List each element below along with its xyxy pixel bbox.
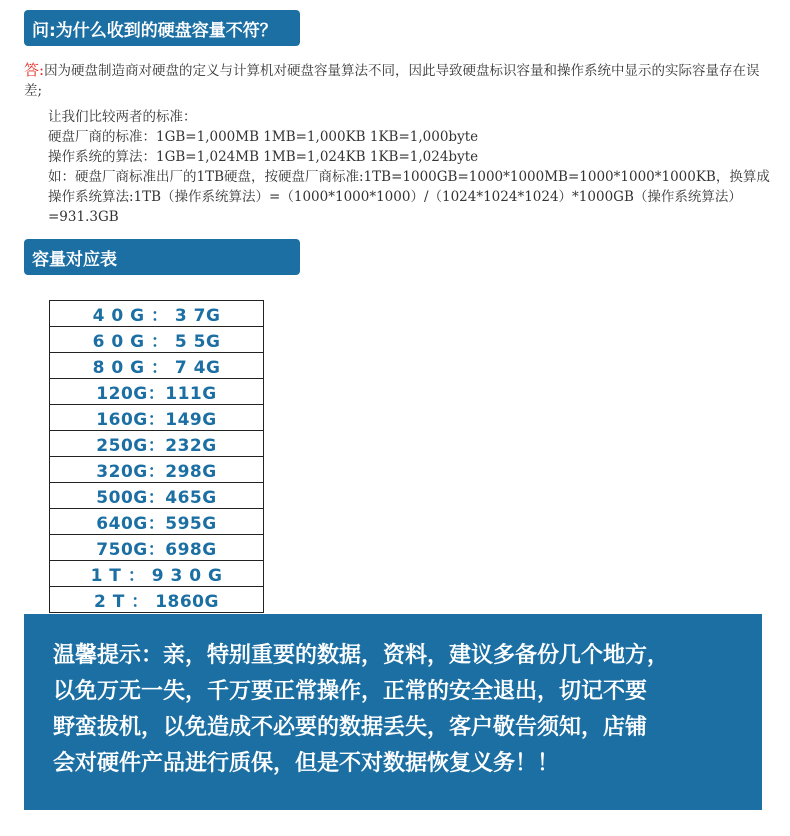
capacity-table [49,300,264,613]
answer-line: 操作系统的算法：1GB=1,024MB 1MB=1,024KB 1KB=1,024byte [48,149,479,165]
capacity-cell: 4 0 G ： 3 7G [50,301,264,327]
capacity-cell: 640G：595G [50,509,264,535]
answer-intro [24,60,776,101]
capacity-cell: 120G：111G [50,379,264,405]
table-row [50,379,264,405]
table-row [50,353,264,379]
table-row [50,587,264,613]
answer-label: 答: [24,61,45,79]
table-title [24,239,300,275]
capacity-cell: 750G：698G [50,535,264,561]
capacity-cell: 250G：232G [50,431,264,457]
notice-line: 野蛮拔机，以免造成不必要的数据丢失，客户敬告须知，店铺 [53,715,648,740]
capacity-cell: 500G：465G [50,483,264,509]
table-row [50,405,264,431]
faq-title-text: 问:为什么收到的硬盘容量不符？ [32,20,277,41]
table-row [50,431,264,457]
table-title-text: 容量对应表 [32,249,117,270]
table-row [50,457,264,483]
capacity-cell: 320G：298G [50,457,264,483]
answer-line: 如：硬盘厂商标准出厂的1TB硬盘，按硬盘厂商标准:1TB=1000GB=1000*1000MB=1000*1000*1000KB，换算成操作系统算法:1TB（操作系统算法）=（1000*1000*1000）/（1024*1024*1024）*1000GB（操作系统算法）=931.3GB [48,169,770,225]
faq-title [24,10,300,46]
capacity-cell: 160G：149G [50,405,264,431]
answer-intro-text: 因为硬盘制造商对硬盘的定义与计算机对硬盘容量算法不同，因此导致硬盘标识容量和操作系统中显示的实际容量存在误差; [24,63,760,99]
capacity-cell: 6 0 G ： 5 5G [50,327,264,353]
notice-box [24,614,762,810]
answer-line: 硬盘厂商的标准：1GB=1,000MB 1MB=1,000KB 1KB=1,000byte [48,129,479,145]
capacity-cell: 2 T ： 1860G [50,587,264,613]
table-row [50,535,264,561]
notice-line: 会对硬件产品进行质保，但是不对数据恢复义务！！ [53,751,560,776]
table-row [50,327,264,353]
answer-line: 让我们比较两者的标准： [48,109,197,125]
notice-line: 温馨提示：亲，特别重要的数据，资料，建议多备份几个地方， [53,643,670,668]
notice-line: 以免万无一失，千万要正常操作，正常的安全退出，切记不要 [53,679,648,704]
answer-block [24,60,776,227]
capacity-cell: 1 T ： 9 3 0 G [50,561,264,587]
table-row [50,483,264,509]
table-row [50,509,264,535]
table-row [50,561,264,587]
capacity-cell: 8 0 G ： 7 4G [50,353,264,379]
table-row [50,301,264,327]
